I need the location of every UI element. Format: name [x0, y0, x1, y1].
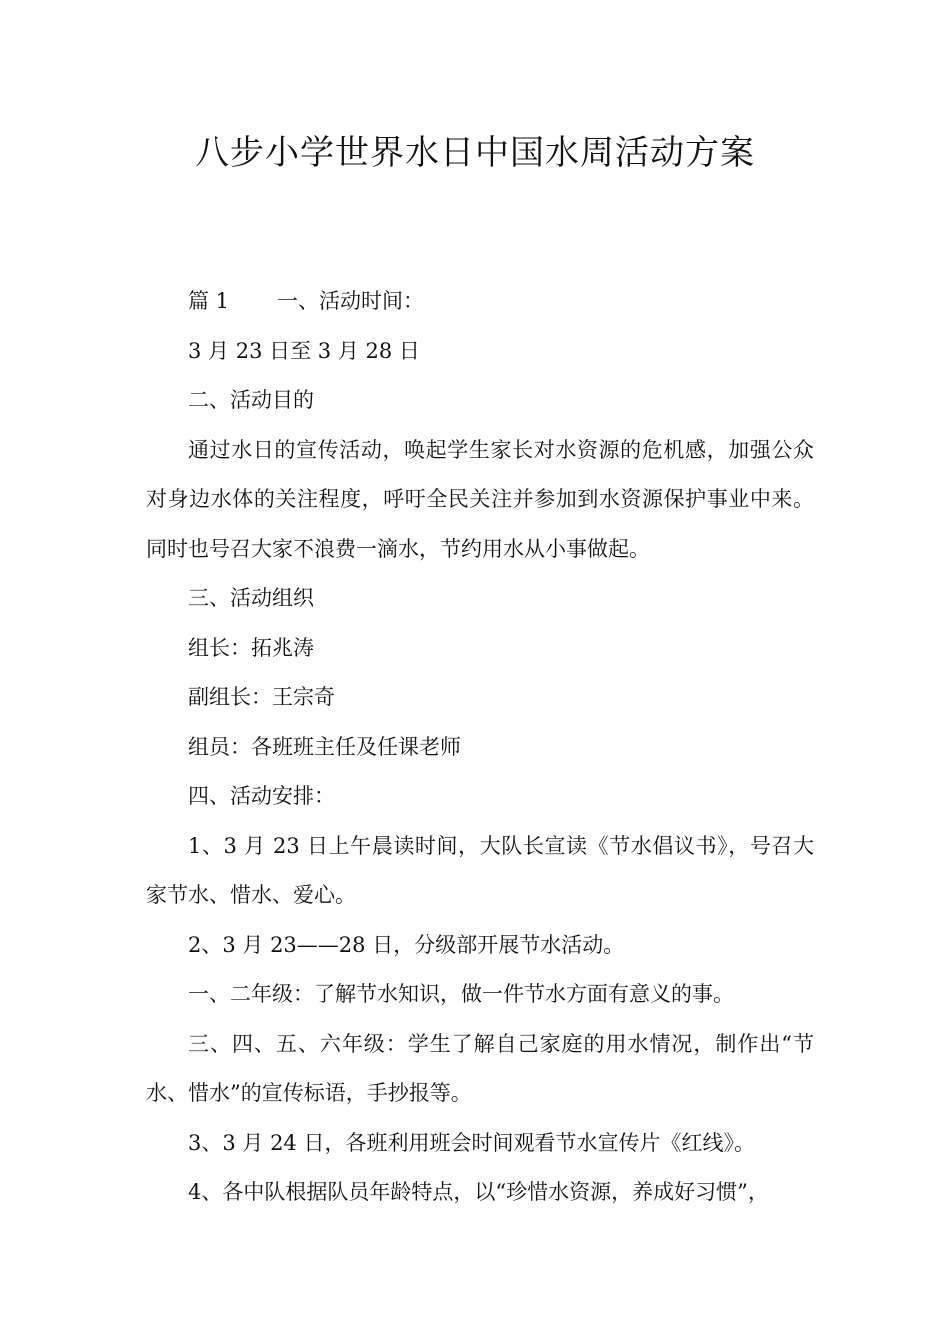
document-title: 八步小学世界水日中国水周活动方案	[195, 133, 755, 173]
paragraph-leader: 组长：拓兆涛	[188, 635, 314, 660]
paragraph-grades-1-2: 一、二年级：了解节水知识，做一件节水方面有意义的事。	[188, 982, 734, 1006]
paragraph-purpose: 通过水日的宣传活动，唤起学生家长对水资源的危机感，加强公众对身边水体的关注程度，呼吁全民关注并参加到水资源保护事业中来。同时也号召大家不浪费一滴水，节约用水从小事做起。	[146, 437, 814, 561]
heading-activity-arrangement: 四、活动安排：	[188, 784, 335, 808]
heading-activity-time: 一、活动时间：	[277, 289, 425, 313]
paragraph-date-range: 3 月 23 日至 3 月 28 日	[188, 338, 420, 363]
paragraph-arrangement-3: 3、3 月 24 日，各班利用班会时间观看节水宣传片《红线》。	[188, 1130, 755, 1155]
heading-activity-organization: 三、活动组织	[188, 586, 314, 610]
document-body	[146, 277, 814, 1218]
paragraph-grades-3-6: 三、四、五、六年级：学生了解自己家庭的用水情况，制作出“节水、惜水”的宣传标语，手抄报等。	[146, 1031, 814, 1105]
paragraph-arrangement-1: 1、3 月 23 日上午晨读时间，大队长宣读《节水倡议书》，号召大家节水、惜水、爱心。	[146, 833, 814, 907]
paragraph-members: 组员：各班班主任及任课老师	[188, 734, 461, 759]
heading-activity-purpose: 二、活动目的	[188, 388, 314, 412]
paragraph-deputy-leader: 副组长：王宗奇	[188, 685, 335, 709]
paragraph-activity-time	[146, 277, 814, 327]
paragraph-arrangement-4: 4、各中队根据队员年龄特点，以“珍惜水资源，养成好习惯”，	[188, 1180, 769, 1204]
paragraph-arrangement-2: 2、3 月 23——28 日，分级部开展节水活动。	[188, 932, 625, 957]
section-label: 篇 1	[188, 289, 230, 313]
